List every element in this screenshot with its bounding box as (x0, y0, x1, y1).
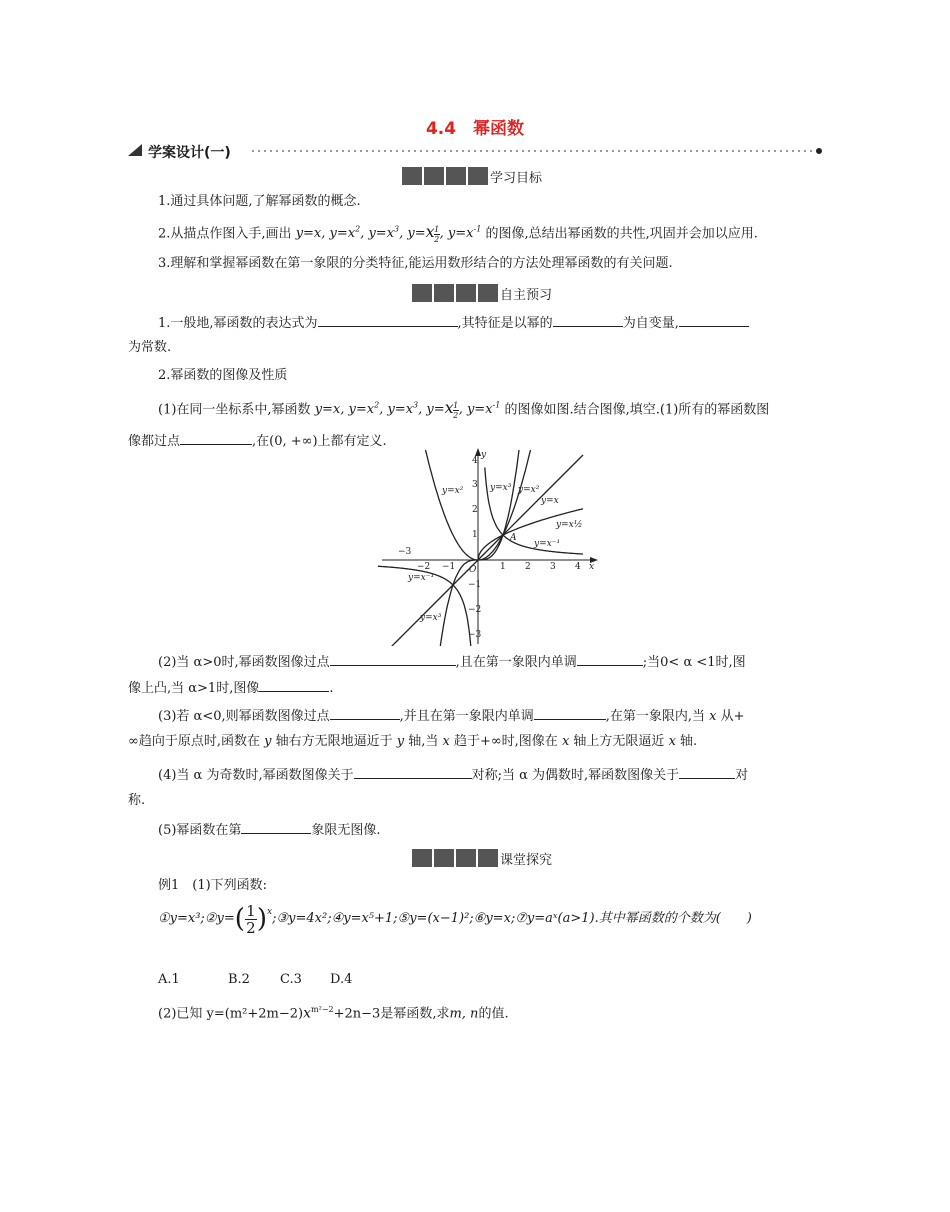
text: . (329, 681, 334, 696)
question-3-cont (128, 732, 697, 752)
var-x: x (557, 734, 574, 749)
blank-constant[interactable] (679, 312, 749, 327)
tick-label: 3 (472, 480, 478, 490)
blank-odd-symmetry[interactable] (354, 764, 472, 779)
text: ;当0< α <1时,图 (642, 655, 746, 670)
question-2-cont (128, 677, 333, 699)
question-3 (158, 705, 745, 727)
exponent-x: x (267, 907, 273, 917)
label-y-x2-right: y=x² (518, 485, 540, 495)
banner-decoration (128, 142, 824, 160)
header-blocks (412, 284, 498, 302)
text: +2n−3是幂函数,求 (333, 1006, 450, 1022)
document-title: 4.4 幂函数 (425, 119, 525, 139)
text: (4)当 α 为奇数时,幂函数图像关于 (158, 768, 354, 783)
banner-label: 学案设计(一) (148, 145, 231, 161)
tick-label: 1 (500, 562, 506, 572)
section-header-preview (412, 283, 552, 303)
text: 像上凸,当 α>1时,图像 (128, 681, 260, 696)
blank-fixed-point[interactable] (180, 430, 252, 445)
text: 象限无图像. (311, 823, 381, 838)
text: ,其特征是以幂的 (457, 316, 553, 331)
tick-label: 1 (472, 530, 478, 540)
var-x: x (705, 709, 721, 724)
question-1 (158, 396, 769, 420)
goal-2-functions: y=x, $y=x^2$, $y=x^3$, y=x $\frac{1}{2}$ , $y=x^{-1}$ (295, 222, 482, 244)
label-y-sqrt: y=x½ (556, 520, 583, 530)
fraction-numerator: 1 (246, 901, 256, 920)
half-fraction (245, 903, 257, 936)
text: ,且在第一象限内单调 (455, 655, 577, 670)
text: (5)幂函数在第 (158, 823, 242, 838)
choice-a[interactable]: A.1 (158, 972, 180, 987)
text: 从+ (720, 709, 745, 724)
label-y-x2-left: y=x² (442, 486, 464, 496)
tick-label: −3 (468, 630, 482, 640)
goal-2-suffix: 的图像,总结出幂函数的共性,巩固并会加以应用. (485, 226, 758, 242)
choice-d[interactable]: D.4 (330, 972, 353, 987)
tick-label: 2 (472, 505, 478, 515)
text: (2)当 α>0时,幂函数图像过点 (158, 655, 330, 670)
choice-b[interactable]: B.2 (228, 972, 250, 987)
section-title-goals: 学习目标 (490, 170, 543, 186)
goal-2 (158, 220, 758, 244)
y-axis-label: y (481, 450, 487, 460)
goal-3: 3.理解和掌握幂函数在第一象限的分类特征,能运用数形结合的方法处理幂函数的有关问题. (158, 256, 673, 271)
preview-1 (158, 312, 749, 334)
text: 趋于+∞时,图像在 (453, 734, 558, 749)
example-1-list (158, 898, 752, 940)
blank-even-symmetry[interactable] (679, 764, 735, 779)
var-x: x (303, 1005, 312, 1022)
text: 的图像如图.结合图像,填空.(1)所有的幂函数图 (504, 402, 770, 418)
text: (3)若 α<0,则幂函数图像过点 (158, 709, 330, 724)
text: 为自变量, (622, 316, 679, 331)
label-y-x3-top: y=x³ (490, 483, 512, 493)
var-x: x (664, 734, 681, 749)
header-blocks (412, 849, 498, 867)
header-blocks (402, 167, 488, 185)
exponent: m²−2 (311, 1005, 334, 1014)
choice-c[interactable]: C.3 (280, 972, 302, 987)
blank-monotonic[interactable] (577, 651, 643, 666)
goal-2-prefix: 2.从描点作图入手,画出 (158, 226, 292, 242)
paren-right: ) (256, 904, 268, 934)
blank-shape[interactable] (259, 677, 329, 692)
var-y: y (392, 734, 409, 749)
tick-label: −2 (468, 605, 482, 615)
blank-point[interactable] (330, 651, 456, 666)
section-title-preview: 自主预习 (500, 287, 553, 303)
text: 轴,当 (408, 734, 439, 749)
text: 的值. (478, 1006, 509, 1022)
section-banner (128, 142, 824, 160)
section-header-explore (412, 848, 552, 868)
goal-1: 1.通过具体问题,了解幂函数的概念. (158, 194, 361, 209)
text: (1)在同一坐标系中,幂函数 (158, 402, 311, 418)
label-y-x3-bottom: y=x³ (420, 613, 442, 623)
text: ,在第一象限内,当 (605, 709, 706, 724)
text: 1.一般地,幂函数的表达式为 (158, 316, 318, 331)
text: ∞趋向于原点时,函数在 (128, 734, 260, 749)
example-1-head: 例1 (1)下列函数: (158, 878, 268, 893)
example-1-choices (158, 970, 352, 990)
tick-label: −3 (398, 547, 412, 557)
tick-label: −1 (468, 580, 482, 590)
text: 轴. (680, 734, 698, 749)
question-4-cont: 称. (128, 793, 146, 808)
preview-2: 2.幂函数的图像及性质 (158, 368, 288, 383)
paren-left: ( (234, 904, 245, 934)
vars-mn: m, n (449, 1006, 479, 1022)
blank-quadrant[interactable] (241, 819, 311, 834)
blank-variable[interactable] (553, 312, 623, 327)
tick-label: 4 (472, 456, 478, 466)
tick-label: −2 (417, 562, 431, 572)
example-1-list-b: ;③y=4x²;④y=x⁵+1;⑤y=(x−1)²;⑥y=x;⑦y=aˣ(a>1).其中幂函数的个数为( ) (272, 911, 752, 926)
question-1-cont (128, 430, 387, 452)
example-1-list-a: ①y=x³;②y= (158, 911, 235, 926)
text: 轴右方无限地逼近于 (275, 734, 393, 749)
text: 对 (735, 768, 749, 783)
text: (2)已知 y=(m²+2m−2) (158, 1006, 304, 1022)
text: ,并且在第一象限内单调 (399, 709, 534, 724)
power-function-graph (376, 448, 606, 646)
blank-point-neg[interactable] (330, 705, 400, 720)
tick-label: 3 (550, 562, 556, 572)
preview-1-cont: 为常数. (128, 340, 172, 355)
question-4 (158, 764, 748, 786)
label-y-inv-right: y=x⁻¹ (534, 539, 561, 549)
label-y-x: y=x (541, 496, 559, 506)
var-y: y (259, 734, 276, 749)
text: ,在(0, +∞)上都有定义. (252, 434, 387, 449)
text: 像都过点 (128, 434, 181, 449)
section-title-explore: 课堂探究 (500, 852, 553, 868)
label-y-inv-left: y=x⁻¹ (408, 573, 435, 583)
tick-label: −1 (442, 562, 456, 572)
origin-label: O (469, 565, 477, 575)
example-1-part-2 (158, 1000, 509, 1024)
section-header-goals (402, 166, 542, 186)
blank-expression[interactable] (318, 312, 458, 327)
point-a-label: A (510, 533, 517, 543)
curve-sqrt (478, 509, 583, 560)
tick-label: 2 (525, 562, 531, 572)
blank-monotonic-neg[interactable] (534, 705, 606, 720)
question-1-functions: y=x, $y=x^2$, $y=x^3$, y=x $\frac{1}{2}$ , $y=x^{-1}$ (314, 398, 501, 420)
x-axis-label: x (589, 562, 595, 572)
var-x: x (438, 734, 454, 749)
text: 对称;当 α 为偶数时,幂函数图像关于 (471, 768, 680, 783)
fraction-denominator: 2 (246, 918, 256, 937)
question-5 (158, 819, 381, 841)
tick-label: 4 (575, 562, 581, 572)
text: 轴上方无限逼近 (573, 734, 665, 749)
question-2 (158, 651, 746, 673)
